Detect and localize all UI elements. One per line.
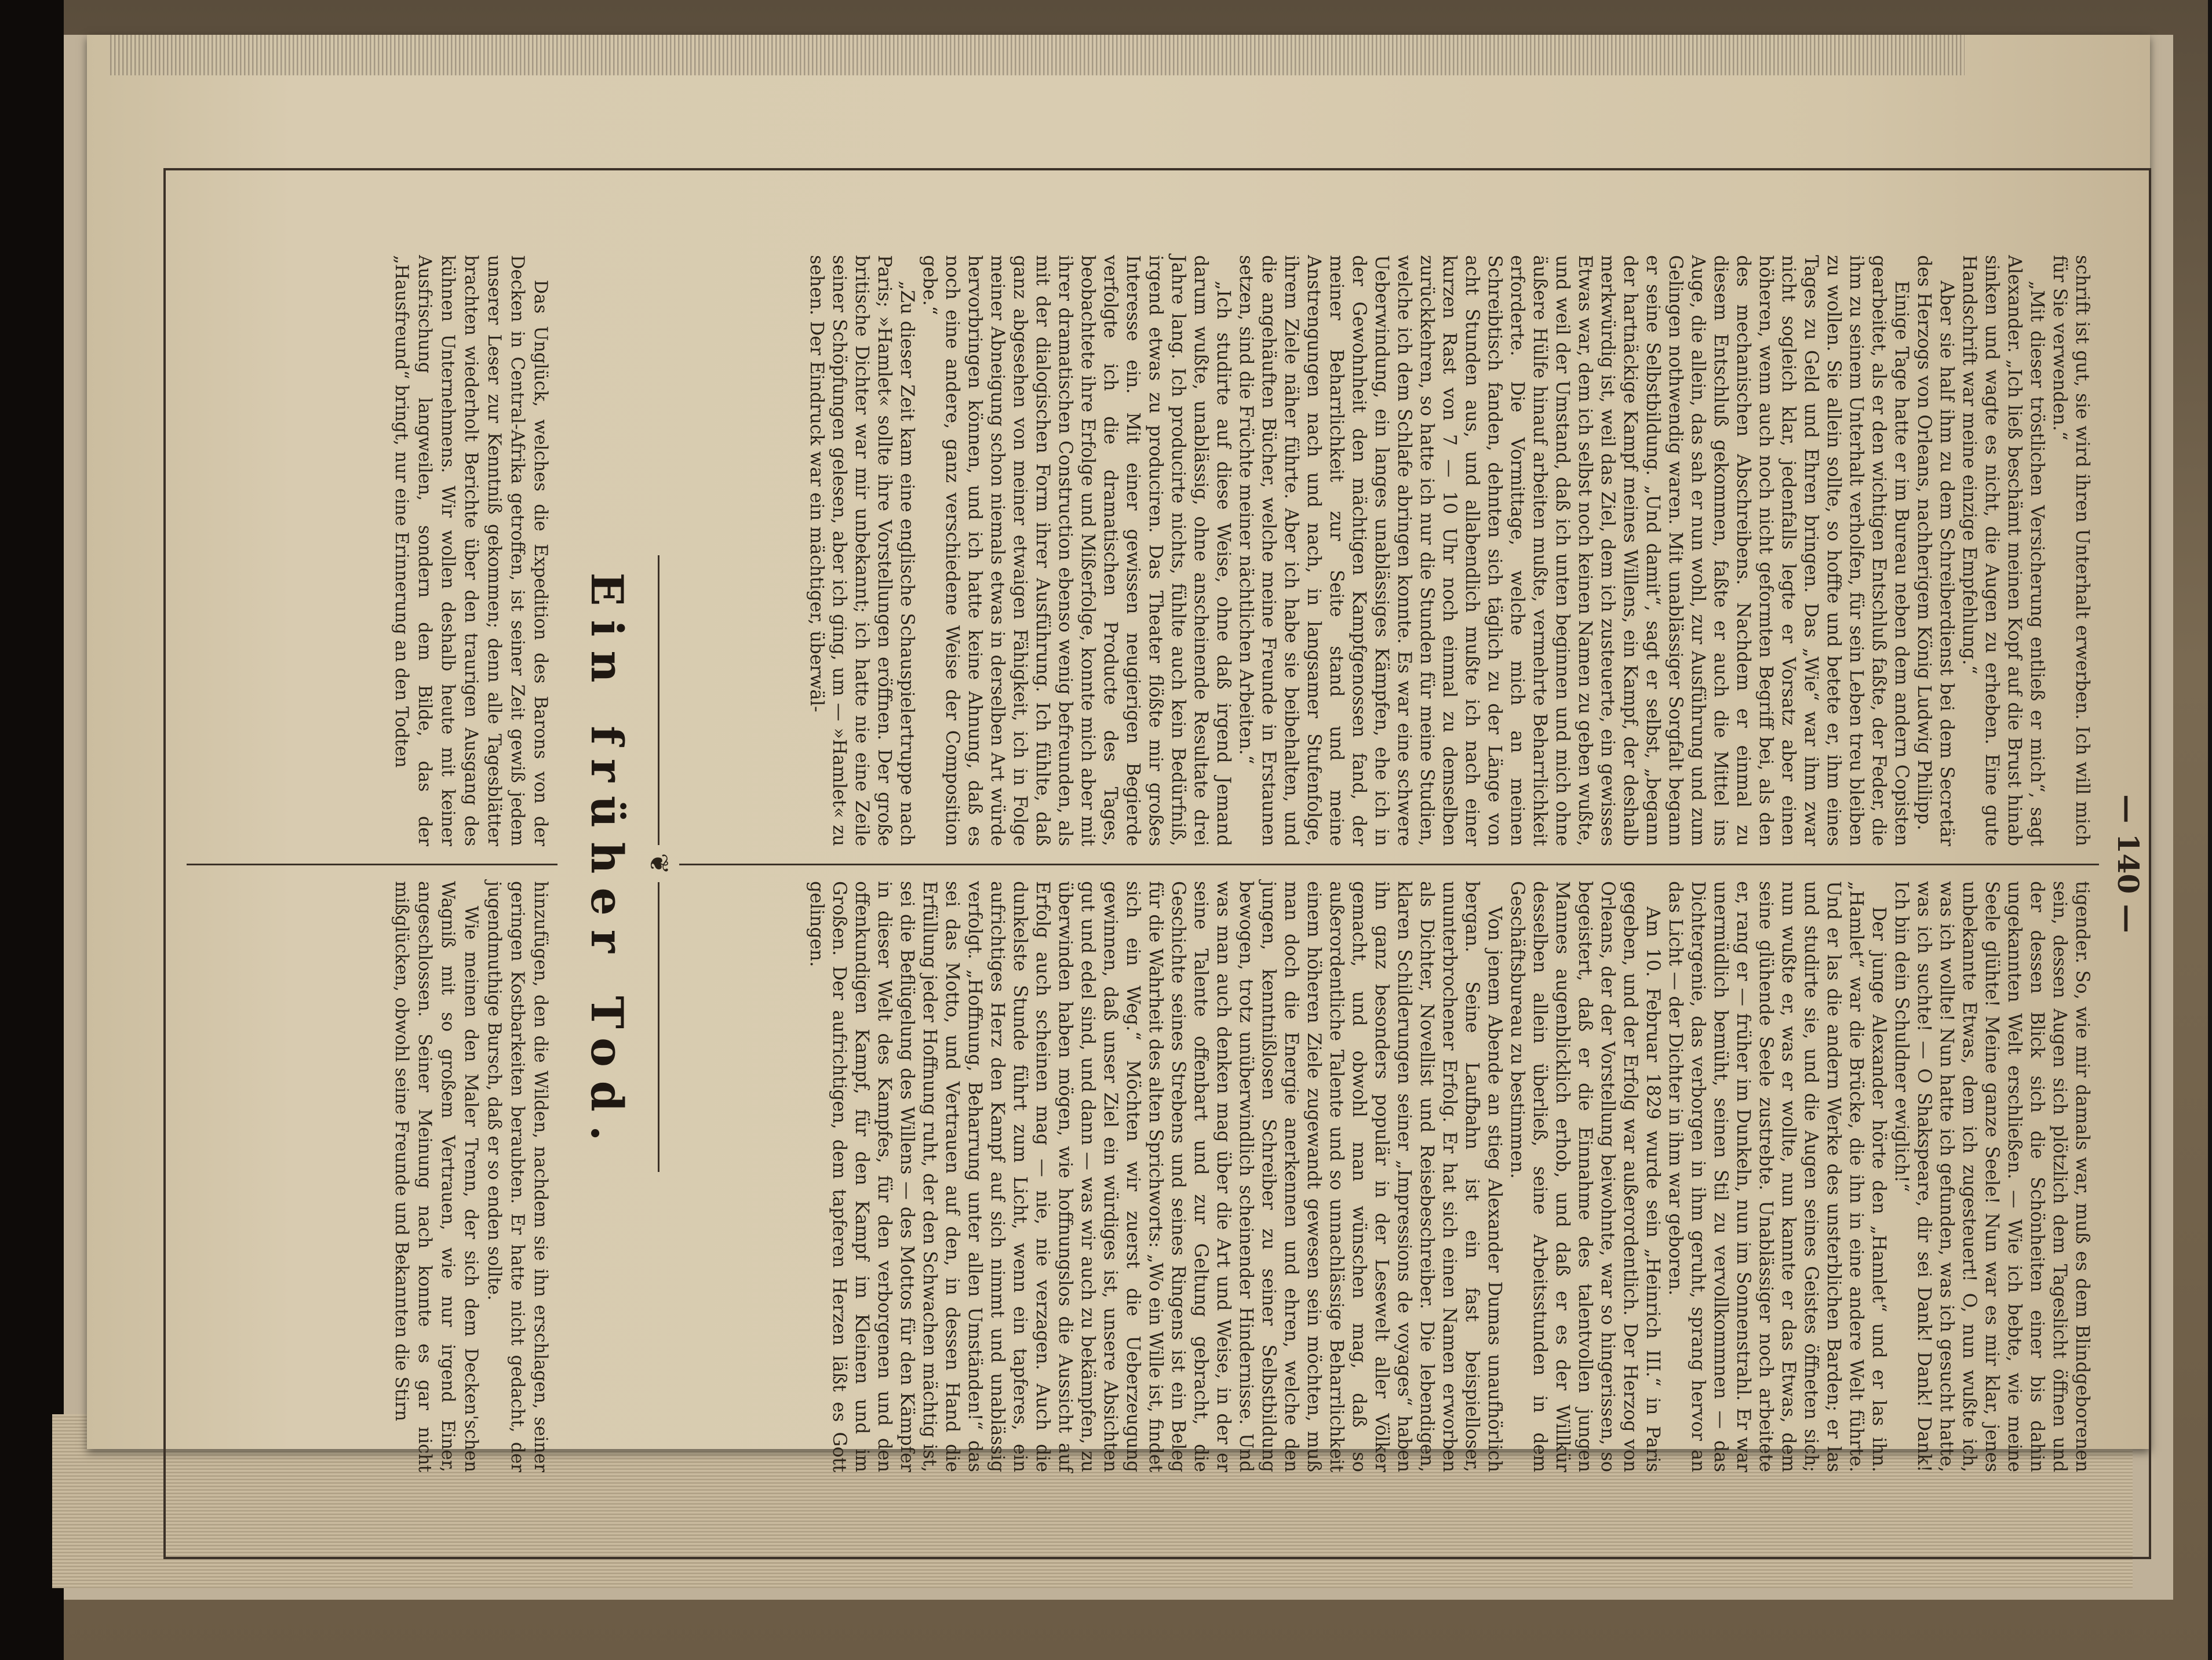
paragraph: „Ich studirte auf diese Weise, ohne daß irgend Jemand darum wußte, unablässig, ohne anscheinende Resultate drei Jahre lang. Ich producirte nichts, fühlte auch kein Bedürfniß, irgend etwas zu produciren. Das Theater flößte mir großes Interesse ein. Mit einer gewissen neugierigen Begierde verfolgte ich die dramatischen Producte des Tages, beobachtete ihre Erfolge und Mißerfolge, konnte mich aber mit ihrer dramatischen Construction ebenso wenig befreunden, als mit der dialogischen Form ihrer Ausführung. Ich fühlte, daß ganz abgesehen von meiner etwaigen Fähigkeit, ich in Folge meiner Abneigung schon niemals etwas in derselben Art würde hervorbringen können, und ich hatte keine Ahnung, daß es noch eine andere, ganz verschiedene Weise der Composition gebe.“ [919, 255, 1234, 846]
paragraph: Der junge Alexander hörte den „Hamlet“ und er las ihn. „Hamlet“ war die Brücke, die ihn in eine andere Welt führte. Und er las die andern Werke des unsterblichen Barden; er las und studirte sie, und die Augen seines Geistes öffneten sich; nun wußte er, was er wollte, nun kannte er das Etwas, dem seine glühende Seele zustrebte. Unablässiger noch arbeitete er, rang er — früher im Dunkeln, nun im Sonnenstrahl. Er war unermüdlich bemüht, seinen Stil zu vervollkommnen — das Dichtergenie, das verborgen in ihm geruht, sprang hervor an das Licht — der Dichter in ihm war geboren. [1665, 881, 1889, 1472]
paragraph: hinzufügen, den die Wilden, nachdem sie ihn erschlagen, seiner geringen Kostbarkeiten beraubten. Er hatte nicht gedacht, der jugendmuthige Bursch, daß er so enden sollte. [484, 881, 551, 1472]
right-column [805, 881, 2093, 1472]
paragraph: Einige Tage hatte er im Bureau neben dem andern Copisten gearbeitet, als er den wichtigen Entschluß faßte, der Feder, die ihm zu seinem Unterhalt verholfen, für sein Leben treu bleiben zu wollen. Sie allein sollte, so hoffte und betete er, ihm eines Tages zu Geld und Ehren bringen. Das „Wie“ war ihm zwar nicht sogleich klar, jedenfalls legte er Vorsatz aber einen höheren, wenn auch noch nicht geformten Begriff bei, als den des mechanischen Abschreibens. Nachdem er einmal zu diesem Entschluß gekommen, faßte er auch die Mittel ins Auge, die allein, das sah er nun wohl, zur Ausführung und zum Gelingen nothwendig waren. Mit unablässiger Sorgfalt begann er seine Selbstbildung. „Und damit“, sagt er selbst, „begann der hartnäckige Kampf meines Willens, ein Kampf, der deshalb merkwürdig ist, weil das Ziel, dem ich zusteuerte, ein gewisses Etwas war, dem ich selbst noch keinen Namen zu geben wußte, und weil der Umstand, daß ich unten beginnen und mich ohne äußere Hülfe hinauf arbeiten mußte, vermehrte Beharrlichkeit erforderte. Die Vormittage, welche mich an meinen Schreibtisch fanden, dehnten sich täglich zu der Länge von acht Stunden aus, und allabendlich mußte ich nach einer kurzen Rast von 7 — 10 Uhr noch einmal zu demselben zurückkehren, so hatte ich nur die Stunden für meine Studien, welche ich dem Schlafe abringen konnte. Es war eine schwere Ueberwindung, ein langes unablässiges Kämpfen, ehe ich in der Gewohnheit den mächtigen Kampfgenossen fand, der meiner Beharrlichkeit zur Seite stand und meine Anstrengungen nach und nach, in langsamer Stufenfolge, ihrem Ziele näher führte. Aber ich habe sie beibehalten, und die angehäuften Bücher, welche meine Freunde in Erstaunen setzen, sind die Früchte meiner nächtlichen Arbeiten.“ [1236, 255, 1912, 846]
paragraph: Das Unglück, welches die Expedition des Barons von der Decken in Central-Afrika getroffen, ist seiner Zeit gewiß jedem unserer Leser zur Kenntniß gekommen; denn alle Tagesblätter brachten wiederholt Berichte über den traurigen Ausgang des kühnen Unternehmens. Wir wollen deshalb heute mit keiner Ausfrischung langweilen, sondern dem Bilde, das der „Hausfreund“ bringt, nur eine Erinnerung an den Todten [391, 255, 551, 846]
column-divider [187, 864, 557, 865]
paragraph: „Mit dieser tröstlichen Versicherung entließ er mich“, sagt Alexander. „Ich ließ beschämt meinen Kopf auf die Brust hinab sinken und wagte es nicht, die Augen zu erheben. Eine gute Handschrift war meine einzige Empfehlung.“ [1959, 255, 2047, 846]
article-left-column [389, 255, 552, 846]
book-page [87, 35, 2150, 1472]
fleuron-icon: ❦ [644, 853, 674, 875]
page-number: — 140 — [2111, 794, 2145, 933]
article-right-column [389, 881, 552, 1472]
paragraph: Wie meinen den Maler Trenn, der sich dem Decken'schen Wagniß mit so großem Vertrauen, wie nur irgend Einer, angeschlossen. Seiner Meinung nach konnte es gar nicht mißglücken, obwohl seine Freunde und Bekannten die Stirn [391, 881, 481, 1472]
article-title: Ein früher Tod. [581, 572, 633, 1155]
left-column [805, 255, 2093, 846]
section-ornament [644, 156, 674, 1571]
paragraph: tigender. So, wie mir damals war, muß es dem Blindgeborenen sein, dessen Augen sich plötzlich dem Tageslicht öffnen und der dessen Blick sich die Schönheiten einer bis dahin ungekannten Welt erschließen. — Wie ich bebte, wie meine Seele glühte! Meine ganze Seele! Nun war es mir klar, jenes unbekannte Etwas, dem ich zugesteuert! O, nun wußte ich, was ich wollte! Nun hatte ich gefunden, was ich gesucht hatte, was ich suchte! — O Shakspeare, dir sei Dank! Dank! Dank! Ich bin dein Schuldner ewiglich!“ [1891, 881, 2093, 1472]
paragraph: Am 10. Februar 1829 wurde sein „Heinrich III.“ in Paris gegeben, und der Erfolg war außerordentlich. Der Herzog von Orleans, der der Vorstellung beiwohnte, war so hingerissen, so begeistert, daß er die Einnahme des talentvollen jungen Mannes augenblicklich erhob, und daß er es der Willkür desselben allein überließ, seine Arbeitsstunden in dem Geschäftsbureau zu bestimmen. [1507, 881, 1663, 1472]
engraving-fragment [110, 35, 1965, 75]
paragraph: schrift ist gut, sie wird ihren Unterhalt erwerben. Ich will mich für Sie verwenden.“ [2049, 255, 2093, 846]
rotated-page-content [152, 156, 2169, 1571]
ornament-rule [658, 882, 660, 1172]
paragraph: Von jenem Abende an stieg Alexander Dumas unaufhörlich bergan. Seine Laufbahn ist ein fast beispielloser, ununterbrochener Erfolg. Er hat sich einen Namen erworben als Dichter, Novellist und Reisebeschreiber. Die lebendigen, klaren Schilderungen seiner „Impressions de voyages“ haben ihn ganz besonders populär in der Lesewelt aller Völker gemacht, und obwohl man wünschen mag, daß so außerordentliche Talente und so unnachlässige Beharrlichkeit einem höheren Ziele zugewandt gewesen sein möchten, muß man doch die Energie anerkennen und ehren, welche den jungen, kenntnißlosen Schreiber zu seiner Selbstbildung bewogen, trotz unüberwindlich scheinender Hindernisse. Und was man auch denken mag über die Art und Weise, in der er seine Talente offenbart und zur Geltung gebracht, die Geschichte seines Strebens und seines Ringens ist ein Beleg für die Wahrheit des alten Sprichworts: „Wo ein Wille ist, findet sich ein Weg.“ Möchten wir zuerst die Ueberzeugung gewinnen, daß unser Ziel ein würdiges ist, unsere Absichten gut und edel sind, und dann — was wir auch zu bekämpfen, zu überwinden haben mögen, wie hoffnungslos die Aussicht auf Erfolg auch scheinen mag — nie, nie verzagen. Auch die dunkelste Stunde führt zum Licht, wenn ein tapferes, ein aufrichtiges Herz den Kampf auf sich nimmt und unablässig verfolgt. „Hoffnung, Beharrung unter allen Umständen!“ das sei das Motto, und Vertrauen auf den, in dessen Hand die Erfüllung jeder Hoffnung ruht, der den Schwachen mächtig ist, sei die Beflügelung des Willens — des Mottos für den Kämpfer in dieser Welt des Kampfes, für den verborgenen und den offenkundigen Kampf, für den Kampf im Kleinen und im Großen. Der aufrichtigen, dem tapferen Herzen läßt es Gott gelingen. [806, 881, 1505, 1472]
paragraph: „Zu dieser Zeit kam eine englische Schauspielertruppe nach Paris; »Hamlet« sollte ihre Vorstellungen eröffnen. Der große britische Dichter war mir unbekannt; ich hatte nie eine Zeile seiner Schöpfungen gelesen, aber ich ging, um — »Hamlet« zu sehen. Der Eindruck war ein mächtiger, überwäl- [806, 255, 917, 846]
ornament-rule [658, 555, 660, 845]
column-divider [679, 864, 2099, 865]
paragraph: Aber sie half ihm zu dem Schreiberdienst bei dem Secretär des Herzogs von Orleans, nachherigem König Ludwig Philipp. [1914, 255, 1957, 846]
